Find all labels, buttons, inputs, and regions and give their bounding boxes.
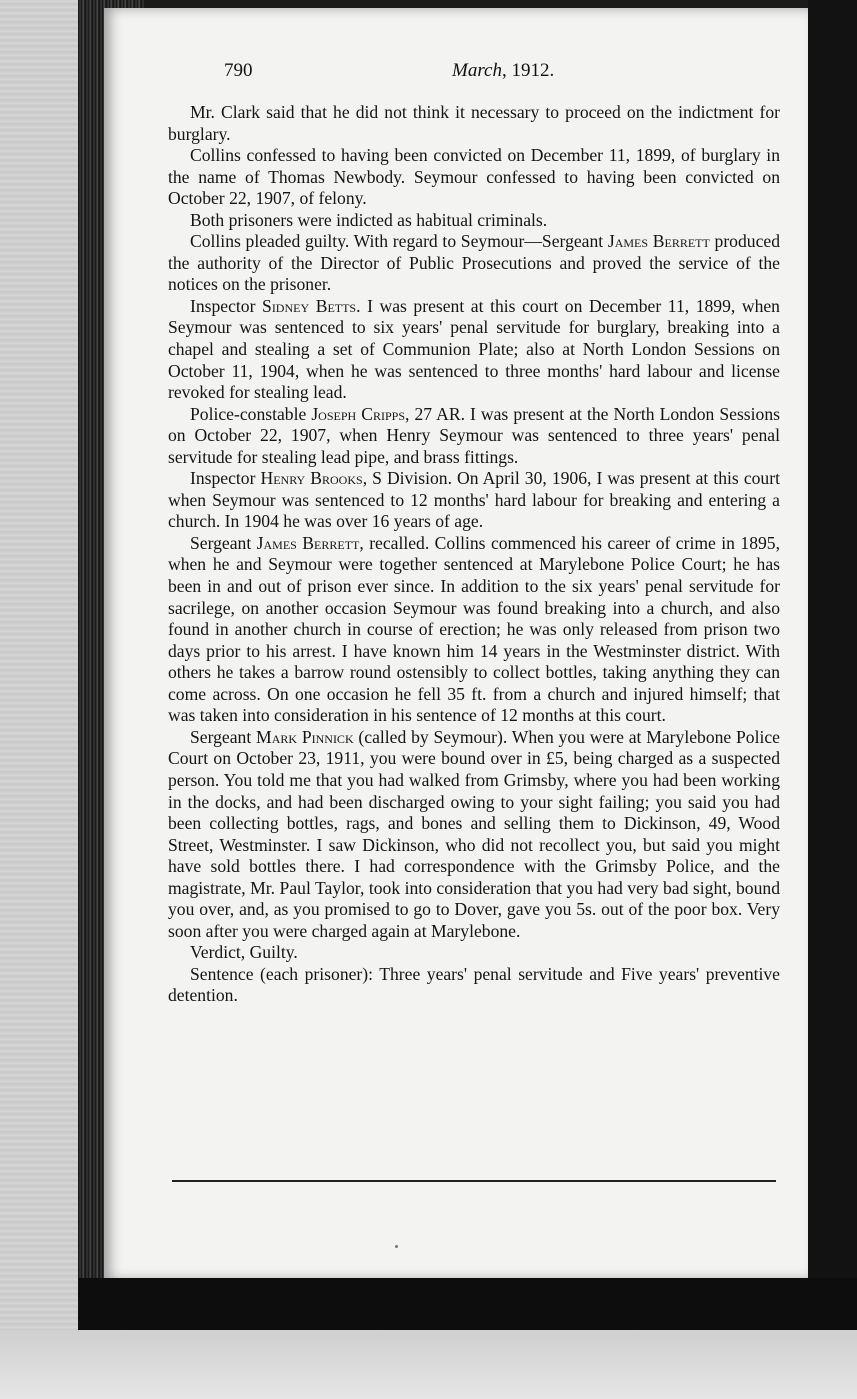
paragraph-p6 [168, 404, 780, 469]
paragraph-p11 [168, 964, 780, 1007]
paragraph-p10 [168, 942, 780, 964]
paragraph-p8 [168, 533, 780, 727]
paragraph-text: Inspector [190, 468, 261, 489]
speaker-name: James Berrett [607, 231, 710, 252]
speaker-name: Joseph Cripps [311, 403, 405, 424]
paragraph-text: Collins pleaded guilty. With regard to Seymour—Sergeant [190, 231, 608, 252]
paragraph-text: , 27 AR. I was present at the North London Sessions on October 22, 1907, when Henry Seymour was sentenced to three years' penal servitude for stealing lead pipe, and brass fittings. [168, 403, 780, 467]
proceedings-text [168, 102, 780, 1007]
right-page-edge [808, 0, 857, 1290]
paragraph-text: Police-constable [190, 403, 312, 424]
paragraph-text: produced the authority of the Director of Public Prosecutions and proved the service of the notices on the prisoner. [168, 231, 780, 295]
paragraph-text: . I was present at this court on December 11, 1899, when Seymour was sentenced to six years' penal servitude for burglary, breaking into a chapel and stealing a set of Communion Plate; also at North London Sessions on October 11, 1904, when he was sentenced to three months' hard labour and license revoked for stealing lead. [168, 295, 780, 403]
page-header [224, 60, 644, 90]
running-title-year: , 1912. [501, 60, 555, 81]
paragraph-text: Sergeant [190, 532, 257, 553]
paragraph-text: Sentence (each prisoner): Three years' penal servitude and Five years' preventive detention. [168, 963, 780, 1006]
paragraph-text: Mr. Clark said that he did not think it necessary to proceed on the indictment for burglary. [168, 102, 780, 144]
paragraph-text: (called by Seymour). When you were at Marylebone Police Court on October 23, 1911, you were bound over in £5, being charged as a suspected person. You told me that you had walked from Grimsby, where you had been working in the docks, and had been discharged owing to your sight failing; you said you had been collecting bottles, rags, and bones and selling them to Dickinson, 49, Wood Street, Westminster. I saw Dickinson, who did not recollect you, but said you might have sold bottles there. I had correspondence with the Grimsby Police, and the magistrate, Mr. Paul Taylor, took into consideration that you had very bad sight, bound you over, and, as you promised to go to Dover, gave you 5s. out of the poor box. Very soon after you were charged again at Marylebone. [168, 726, 780, 941]
paragraph-p4 [168, 231, 780, 296]
paragraph-p3 [168, 210, 780, 232]
paragraph-text: , S Division. On April 30, 1906, I was present at this court when Seymour was sentenced to 12 months' hard labour for breaking and entering a church. In 1904 he was over 16 years of age. [168, 468, 780, 532]
page-number: 790 [224, 60, 253, 81]
speaker-name: Henry Brooks [260, 468, 363, 489]
paragraph-p7 [168, 468, 780, 533]
paragraph-text: Inspector [190, 295, 263, 316]
paragraph-p2 [168, 145, 780, 210]
paragraph-text: Sergeant [190, 726, 257, 747]
running-title-month: March [452, 60, 502, 81]
paragraph-text: , recalled. Collins commenced his career of crime in 1895, when he and Seymour were together sentenced at Marylebone Police Court; he has been in and out of prison ever since. In addition to the six years' penal servitude for sacrilege, on another occasion Seymour was found breaking into a church, and also found in another church in course of erection; he was only released from prison two days prior to his arrest. I have known him 14 years in the Westminster district. With others he takes a barrow round ostensibly to collect bottles, taking anything they can come across. On one occasion he fell 35 ft. from a church and injured himself; that was taken into consideration in his sentence of 12 months at this court. [168, 532, 780, 726]
speaker-name: James Berrett [256, 532, 360, 553]
left-scan-margin [0, 0, 80, 1399]
speaker-name: Mark Pinnick [256, 726, 354, 747]
section-rule [172, 1180, 776, 1182]
paragraph-p9 [168, 727, 780, 942]
running-title [452, 60, 554, 82]
paragraph-p5 [168, 296, 780, 404]
book-bottom-edge [78, 1278, 857, 1338]
paragraph-text: Collins confessed to having been convicted on December 11, 1899, of burglary in the name of Thomas Newbody. Seymour confessed to having been convicted on October 22, 1907, of felony. [168, 145, 780, 209]
paragraph-p1 [168, 102, 780, 145]
scan-bottom-margin [0, 1330, 857, 1399]
paragraph-text: Both prisoners were indicted as habitual criminals. [190, 209, 548, 230]
scan-speck [395, 1245, 398, 1248]
paragraph-text: Verdict, Guilty. [190, 942, 298, 963]
speaker-name: Sidney Betts [262, 295, 357, 316]
